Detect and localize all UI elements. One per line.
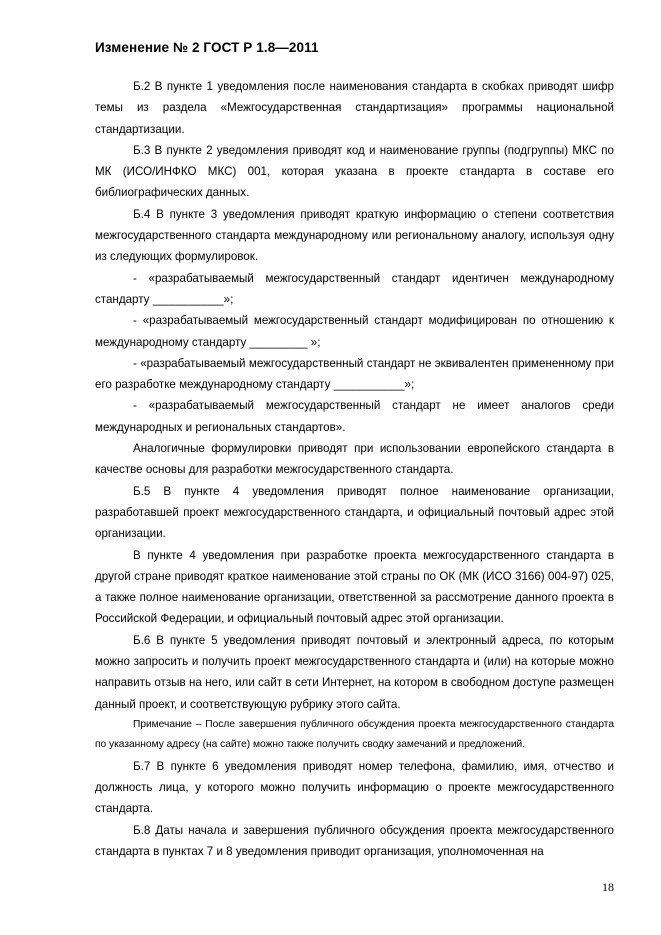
document-header: Изменение № 2 ГОСТ Р 1.8—2011 — [95, 40, 319, 55]
list-item-modified: - «разрабатываемый межгосударственный стандарт модифицирован по отношению к международному стандарту _________ »; — [95, 314, 614, 349]
page-number: 18 — [602, 880, 614, 894]
note-paragraph: Примечание – После завершения публичного обсуждения проекта межгосударственного стандарта по указанному адресу (на сайте) можно также получить сводку замечаний и предложений. — [95, 718, 614, 751]
paragraph-b2: Б.2 В пункте 1 уведомления после наименования стандарта в скобках приводят шифр темы из раздела «Межгосударственная стандартизация» программы национальной стандартизации. — [95, 80, 614, 136]
paragraph-b6: Б.6 В пункте 5 уведомления приводят почтовый и электронный адреса, по которым можно запросить и получить проект межгосударственного стандарта и (или) на которые можно направить отзыв на него, или сайт в сети Интернет, на котором в свободном доступе размещен данный проект, и соответствующую рубрику этого сайта. — [95, 633, 614, 711]
paragraph-b7: Б.7 В пункте 6 уведомления приводят номер телефона, фамилию, имя, отчество и должность лица, у которого можно получить информацию о проекте межгосударственного стандарта. — [95, 759, 614, 816]
paragraph-b4: Б.4 В пункте 3 уведомления приводят краткую информацию о степени соответствия межгосударственного стандарта международному или региональному аналогу, используя одну из следующих формулировок. — [95, 207, 614, 264]
paragraph-b3: Б.3 В пункте 2 уведомления приводят код и наименование группы (подгруппы) МКС по МК (ИСО/ИНФКО МКС) 001, которая указана в проекте стандарта в составе его библиографических данных. — [95, 143, 614, 200]
list-item-identical: - «разрабатываемый межгосударственный стандарт идентичен международному стандарту ___________»; — [95, 271, 614, 306]
document-body — [95, 76, 614, 862]
paragraph-b5: Б.5 В пункте 4 уведомления приводят полное наименование организации, разработавшей проект межгосударственного стандарта, и официальный почтовый адрес этой организации. — [95, 484, 614, 541]
list-item-not-equivalent: - «разрабатываемый межгосударственный стандарт не эквивалентен примененному при его разработке международному стандарту ___________»; — [95, 356, 614, 392]
paragraph-european-standard: Аналогичные формулировки приводят при использовании европейского стандарта в качестве основы для разработки межгосударственного стандарта. — [95, 442, 614, 477]
paragraph-other-country: В пункте 4 уведомления при разработке проекта межгосударственного стандарта в другой стране приводят краткое наименование этой страны по ОК (МК (ИСО 3166) 004-97) 025, а также полное наименование организации, ответственной за рассмотрение данного проекта в Российской Федерации, и официальный почтовый адрес этой организации. — [95, 548, 614, 626]
paragraph-b8: Б.8 Даты начала и завершения публичного обсуждения проекта межгосударственного стандарта в пунктах 7 и 8 уведомления приводит организация, уполномоченная на — [95, 823, 614, 858]
list-item-no-analogues: - «разрабатываемый межгосударственный стандарт не имеет аналогов среди международных и региональных стандартов». — [95, 399, 614, 434]
